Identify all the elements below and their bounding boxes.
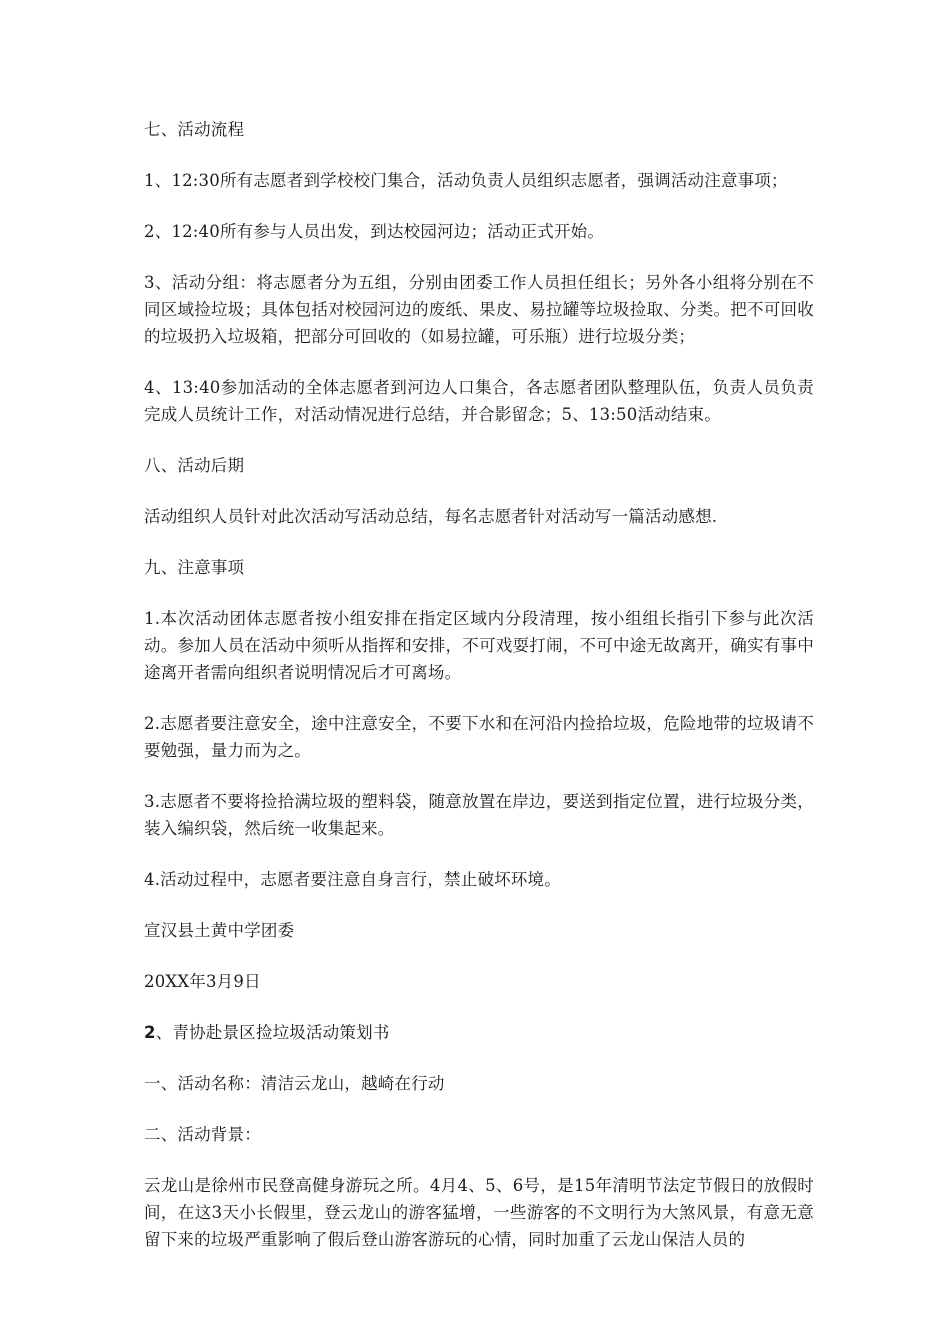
process-step-2: 2、12:40所有参与人员出发，到达校园河边；活动正式开始。 xyxy=(144,222,605,241)
activity-name: 一、活动名称：清洁云龙山，越崎在行动 xyxy=(144,1074,445,1093)
section-heading-notes: 九、注意事项 xyxy=(144,558,245,577)
second-document-number: 2 xyxy=(144,1023,156,1042)
note-item-2: 2.志愿者要注意安全，途中注意安全，不要下水和在河沿内捡拾垃圾，危险地带的垃圾请不要勉强，量力而为之。 xyxy=(144,714,814,760)
followup-text: 活动组织人员针对此次活动写活动总结，每名志愿者针对活动写一篇活动感想. xyxy=(144,507,718,526)
second-document-title-text: 、青协赴景区捡垃圾活动策划书 xyxy=(155,1023,390,1042)
note-item-3: 3.志愿者不要将捡拾满垃圾的塑料袋，随意放置在岸边，要送到指定位置，进行垃圾分类，装入编织袋，然后统一收集起来。 xyxy=(144,792,814,838)
process-step-4: 4、13:40参加活动的全体志愿者到河边人口集合，各志愿者团队整理队伍，负责人员负责完成人员统计工作，对活动情况进行总结，并合影留念；5、13:50活动结束。 xyxy=(144,378,814,424)
document-page xyxy=(144,116,814,1253)
note-item-4: 4.活动过程中，志愿者要注意自身言行，禁止破坏环境。 xyxy=(144,870,561,889)
signature-organization: 宣汉县土黄中学团委 xyxy=(144,921,295,940)
section-heading-process: 七、活动流程 xyxy=(144,120,245,139)
section-heading-background: 二、活动背景： xyxy=(144,1125,261,1144)
process-step-1: 1、12:30所有志愿者到学校校门集合，活动负责人员组织志愿者，强调活动注意事项； xyxy=(144,171,788,190)
background-text: 云龙山是徐州市民登高健身游玩之所。4月4、5、6号，是15年清明节法定节假日的放假时间，在这3天小长假里，登云龙山的游客猛增，一些游客的不文明行为大煞风景，有意无意留下来的垃圾严重影响了假后登山游客游玩的心情，同时加重了云龙山保洁人员的 xyxy=(144,1176,814,1249)
note-item-1: 1.本次活动团体志愿者按小组安排在指定区域内分段清理，按小组组长指引下参与此次活动。参加人员在活动中须听从指挥和安排，不可戏耍打闹，不可中途无故离开，确实有事中途离开者需向组织者说明情况后才可离场。 xyxy=(144,609,814,682)
section-heading-followup: 八、活动后期 xyxy=(144,456,245,475)
signature-date: 20XX年3月9日 xyxy=(144,972,261,991)
second-document-title xyxy=(144,1019,814,1046)
process-step-3: 3、活动分组：将志愿者分为五组，分别由团委工作人员担任组长；另外各小组将分别在不同区域捡垃圾；具体包括对校园河边的废纸、果皮、易拉罐等垃圾捡取、分类。把不可回收的垃圾扔入垃圾箱，把部分可回收的（如易拉罐，可乐瓶）进行垃圾分类； xyxy=(144,273,814,346)
